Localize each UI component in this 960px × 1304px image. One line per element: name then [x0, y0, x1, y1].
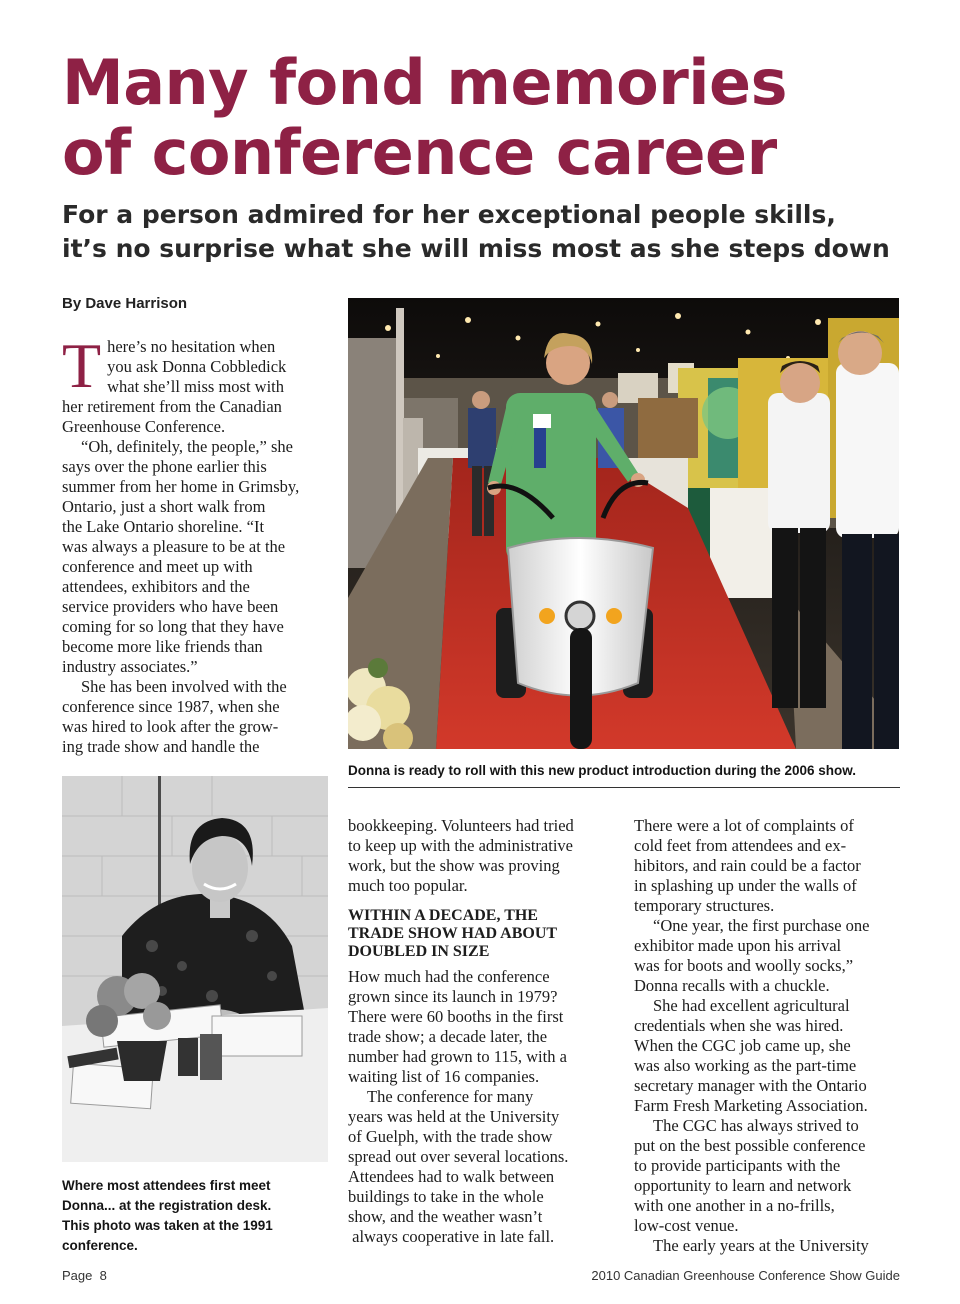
- text-line: what she’ll miss most with: [107, 377, 285, 396]
- article-column-1: [62, 330, 330, 757]
- text-line: grown since its launch in 1979?: [348, 987, 558, 1006]
- text-line: Ontario, just a short walk from: [62, 497, 266, 516]
- text-line: Farm Fresh Marketing Association.: [634, 1096, 868, 1115]
- desk-photo-caption: [62, 1176, 332, 1256]
- top-photo-caption: Donna is ready to roll with this new product introduction during the 2006 show.: [348, 763, 857, 778]
- text-line: years was held at the University: [348, 1107, 560, 1126]
- text-line: of Guelph, with the trade show: [348, 1127, 553, 1146]
- text-line: attendees, exhibitors and the: [62, 577, 250, 596]
- text-line: “Oh, definitely, the people,” she: [81, 437, 293, 456]
- caption-line: conference.: [62, 1238, 138, 1253]
- text-line: much too popular.: [348, 876, 468, 895]
- caption-line: This photo was taken at the 1991: [62, 1218, 273, 1233]
- text-line: When the CGC job came up, she: [634, 1036, 851, 1055]
- text-line: She has been involved with the: [81, 677, 287, 696]
- text-line: to provide participants with the: [634, 1156, 841, 1175]
- text-line: There were a lot of complaints of: [634, 816, 854, 835]
- deck-line: For a person admired for her exceptional people skills,: [62, 200, 836, 229]
- caption-divider: [348, 787, 900, 788]
- text-line: exhibitor made upon his arrival: [634, 936, 842, 955]
- text-line: credentials when she was hired.: [634, 1016, 844, 1035]
- headline: [62, 48, 922, 188]
- text-line: was always a pleasure to be at the: [62, 537, 286, 556]
- text-line: Attendees had to walk between: [348, 1167, 555, 1186]
- subhead-line: TRADE SHOW HAD ABOUT: [348, 925, 558, 942]
- text-line: How much had the conference: [348, 967, 550, 986]
- text-line: buildings to take in the whole: [348, 1187, 544, 1206]
- text-line: number had grown to 115, with a: [348, 1047, 567, 1066]
- registration-desk-photo: [62, 776, 328, 1162]
- headline-line: Many fond memories: [62, 46, 787, 119]
- paragraph: [62, 330, 330, 437]
- text-line: service providers who have been: [62, 597, 279, 616]
- text-line: The early years at the University: [653, 1236, 869, 1255]
- text-line: cold feet from attendees and ex-: [634, 836, 847, 855]
- byline: By Dave Harrison: [62, 295, 188, 312]
- text-line: coming for so long that they have: [62, 617, 284, 636]
- text-line: industry associates.”: [62, 657, 198, 676]
- text-line: to keep up with the administrative: [348, 836, 573, 855]
- text-line: here’s no hesitation when: [107, 337, 276, 356]
- paragraph: [62, 437, 330, 677]
- text-line: the Lake Ontario shoreline. “It: [62, 517, 265, 536]
- paragraph: [62, 677, 330, 757]
- text-line: waiting list of 16 companies.: [348, 1067, 540, 1086]
- trade-show-photo: [348, 298, 899, 749]
- text-line: trade show; a decade later, the: [348, 1027, 548, 1046]
- text-line: bookkeeping. Volunteers had tried: [348, 816, 574, 835]
- text-line: with one another in a no-frills,: [634, 1196, 835, 1215]
- text-line: She had excellent agricultural: [653, 996, 850, 1015]
- text-line: hibitors, and rain could be a factor: [634, 856, 861, 875]
- article-column-3: [634, 816, 904, 1256]
- text-line: conference and meet up with: [62, 557, 253, 576]
- text-line: you ask Donna Cobbledick: [107, 357, 287, 376]
- text-line: was also working as the part-time: [634, 1056, 857, 1075]
- text-line: show, and the weather wasn’t: [348, 1207, 543, 1226]
- paragraph: [348, 816, 620, 896]
- text-line: spread out over several locations.: [348, 1147, 569, 1166]
- text-line: her retirement from the Canadian: [62, 397, 282, 416]
- text-line: says over the phone earlier this: [62, 457, 267, 476]
- text-line: “One year, the first purchase one: [653, 916, 870, 935]
- section-subhead: [348, 907, 620, 961]
- deck-subtitle: [62, 198, 922, 266]
- caption-line: Where most attendees first meet: [62, 1178, 271, 1193]
- text-line: Donna recalls with a chuckle.: [634, 976, 830, 995]
- text-line: in splashing up under the walls of: [634, 876, 857, 895]
- subhead-line: WITHIN A DECADE, THE: [348, 907, 538, 924]
- text-line: opportunity to learn and network: [634, 1176, 852, 1195]
- deck-line: it’s no surprise what she will miss most as she steps down: [62, 234, 890, 263]
- text-line: The CGC has always strived to: [653, 1116, 859, 1135]
- paragraph: [634, 816, 904, 916]
- text-line: put on the best possible conference: [634, 1136, 866, 1155]
- paragraph: [634, 996, 904, 1116]
- text-line: Greenhouse Conference.: [62, 417, 226, 436]
- text-line: conference since 1987, when she: [62, 697, 280, 716]
- article-column-2: [348, 816, 620, 1247]
- drop-cap: T: [62, 330, 102, 401]
- text-line: work, but the show was proving: [348, 856, 560, 875]
- text-line: summer from her home in Grimsby,: [62, 477, 300, 496]
- paragraph: [634, 1116, 904, 1236]
- text-line: secretary manager with the Ontario: [634, 1076, 867, 1095]
- text-line: always cooperative in late fall.: [348, 1227, 555, 1246]
- paragraph: [634, 916, 904, 996]
- paragraph: [634, 1236, 904, 1256]
- paragraph: [348, 1087, 620, 1247]
- subhead-line: DOUBLED IN SIZE: [348, 943, 490, 960]
- headline-line: of conference career: [62, 116, 777, 189]
- paragraph: [348, 967, 620, 1087]
- page-number: Page 8: [62, 1268, 107, 1283]
- text-line: temporary structures.: [634, 896, 775, 915]
- text-line: was for boots and woolly socks,”: [634, 956, 854, 975]
- text-line: The conference for many: [367, 1087, 534, 1106]
- text-line: low-cost venue.: [634, 1216, 739, 1235]
- caption-line: Donna... at the registration desk.: [62, 1198, 272, 1213]
- text-line: ing trade show and handle the: [62, 737, 260, 756]
- text-line: was hired to look after the grow-: [62, 717, 279, 736]
- publication-title: 2010 Canadian Greenhouse Conference Show Guide: [591, 1268, 900, 1283]
- text-line: become more like friends than: [62, 637, 263, 656]
- text-line: There were 60 booths in the first: [348, 1007, 564, 1026]
